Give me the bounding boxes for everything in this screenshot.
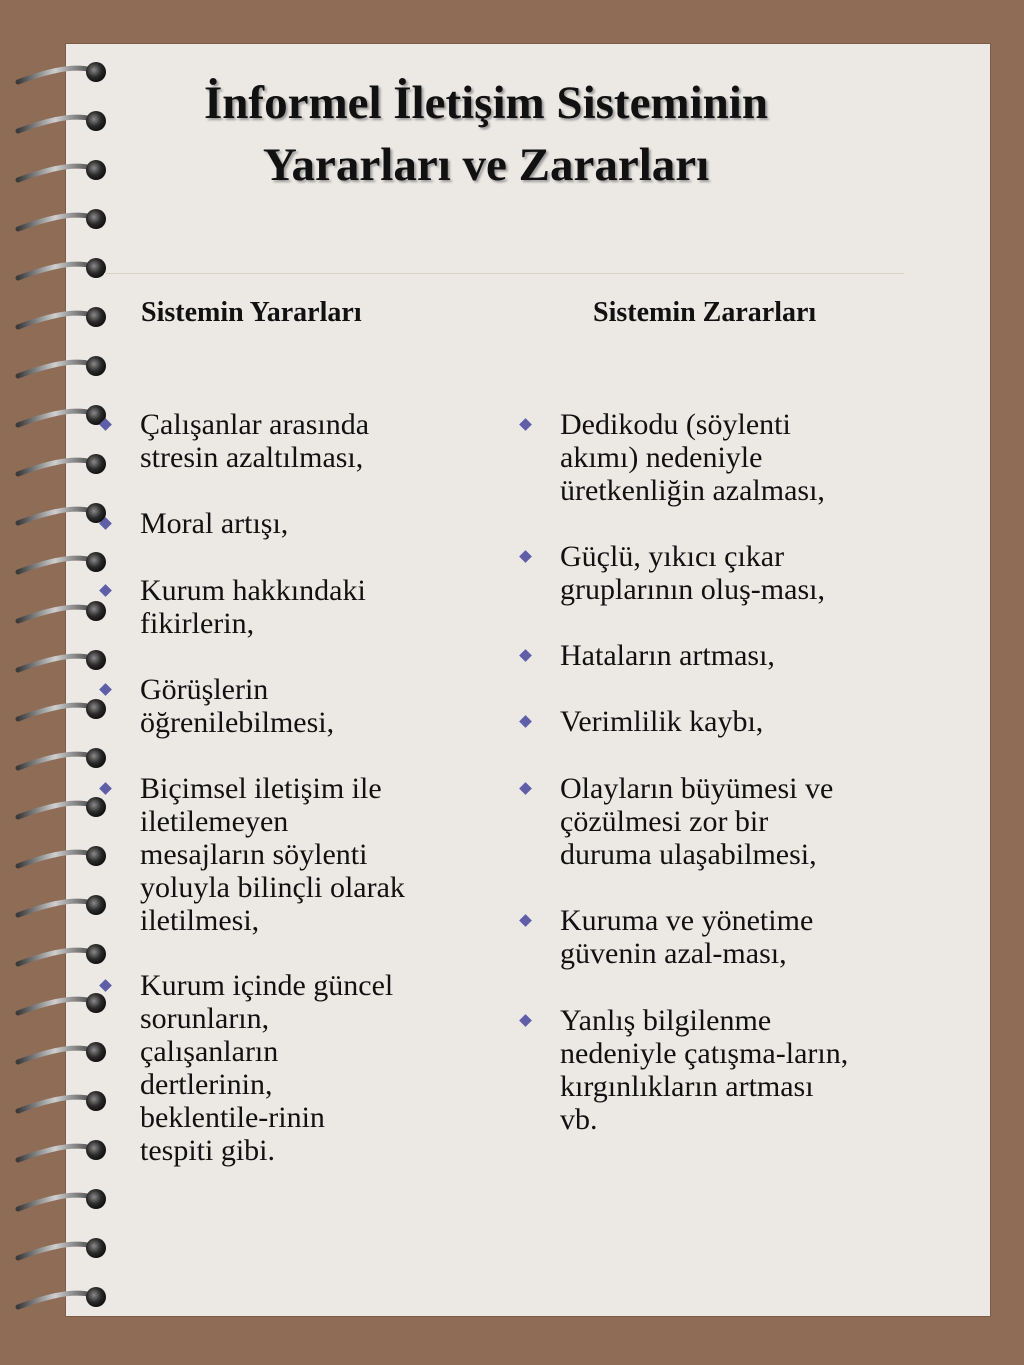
list-item-line: Olayların büyümesi ve <box>560 772 834 805</box>
binding-hole <box>86 258 106 278</box>
binding-hole <box>86 699 106 719</box>
harms-column <box>560 293 900 1136</box>
harms-heading: Sistemin Zararları <box>593 297 817 328</box>
binding-hole <box>86 601 106 621</box>
binding-hole <box>86 356 106 376</box>
spiral-wire <box>18 1293 92 1307</box>
list-item-line: mesajların söylenti <box>140 838 368 871</box>
list-item-line: Moral artışı, <box>140 507 289 540</box>
list-item-line: gruplarının oluş-ması, <box>560 573 825 606</box>
binding-hole <box>86 797 106 817</box>
list-item <box>140 673 450 739</box>
list-item <box>140 507 450 540</box>
list-item-line: Kuruma ve yönetime <box>560 904 814 937</box>
spiral-wire <box>18 1048 92 1062</box>
spiral-wire <box>18 68 92 82</box>
spiral-wire <box>18 509 92 523</box>
spiral-wire <box>18 754 92 768</box>
list-item <box>560 540 900 606</box>
spiral-wire <box>18 705 92 719</box>
binding-hole <box>86 650 106 670</box>
list-item-line: duruma ulaşabilmesi, <box>560 838 817 871</box>
list-item-line: öğrenilebilmesi, <box>140 706 335 739</box>
list-item-line: Verimlilik kaybı, <box>560 705 764 738</box>
binding-hole <box>86 1287 106 1307</box>
list-item-line: çalışanların <box>140 1035 279 1068</box>
benefits-column <box>140 293 450 1167</box>
binding-hole <box>86 1189 106 1209</box>
list-item-line: dertlerinin, <box>140 1068 273 1101</box>
list-item-line: beklentile-rinin <box>140 1101 325 1134</box>
list-item-line: vb. <box>560 1103 598 1136</box>
list-item-line: akımı) nedeniyle <box>560 441 763 474</box>
spiral-wire <box>18 313 92 327</box>
spiral-wire <box>18 950 92 964</box>
binding-hole <box>86 748 106 768</box>
list-item <box>140 772 450 937</box>
list-item-line: Kurum içinde güncel <box>140 969 394 1002</box>
benefits-heading: Sistemin Yararları <box>141 297 362 328</box>
binding-hole <box>86 1042 106 1062</box>
list-item-line: iletilmesi, <box>140 904 260 937</box>
binding-hole <box>86 209 106 229</box>
list-item-line: Görüşlerin <box>140 673 269 706</box>
binding-hole <box>86 1238 106 1258</box>
list-item-line: Hataların artması, <box>560 639 775 672</box>
binding-hole <box>86 944 106 964</box>
list-item-line: üretkenliğin azalması, <box>560 474 825 507</box>
spiral-wire <box>18 901 92 915</box>
list-item-line: nedeniyle çatışma-ların, <box>560 1037 849 1070</box>
list-item-line: Biçimsel iletişim ile <box>140 772 382 805</box>
list-item <box>560 639 900 672</box>
list-item <box>560 1004 900 1136</box>
spiral-wire <box>18 1097 92 1111</box>
spiral-wire <box>18 362 92 376</box>
list-item <box>140 969 450 1167</box>
list-item-line: yoluyla bilinçli olarak <box>140 871 405 904</box>
spiral-wire <box>18 803 92 817</box>
spiral-wire <box>18 460 92 474</box>
spiral-wire <box>18 1146 92 1160</box>
binding-hole <box>86 307 106 327</box>
list-item-line: Güçlü, yıkıcı çıkar <box>560 540 785 573</box>
binding-hole <box>86 1140 106 1160</box>
spiral-wire <box>18 215 92 229</box>
list-item-line: stresin azaltılması, <box>140 441 364 474</box>
list-item-line: Yanlış bilgilenme <box>560 1004 772 1037</box>
binding-hole <box>86 993 106 1013</box>
spiral-wire <box>18 558 92 572</box>
binding-hole <box>86 1091 106 1111</box>
binding-hole <box>86 454 106 474</box>
list-item-line: tespiti gibi. <box>140 1134 275 1167</box>
list-item <box>140 408 450 474</box>
spiral-binding <box>0 44 120 1324</box>
spiral-wire <box>18 117 92 131</box>
list-item-line: sorunların, <box>140 1002 270 1035</box>
list-item-line: güvenin azal-ması, <box>560 937 787 970</box>
title-line-1: İnformel İletişim Sisteminin <box>204 77 768 129</box>
spiral-wire <box>18 852 92 866</box>
spiral-wire <box>18 607 92 621</box>
list-item <box>140 574 450 640</box>
list-item-line: kırgınlıkların artması <box>560 1070 814 1103</box>
spiral-wire <box>18 264 92 278</box>
list-item <box>560 772 900 871</box>
page-title <box>96 72 876 196</box>
spiral-wire <box>18 1244 92 1258</box>
divider <box>104 273 904 274</box>
list-item-line: Dedikodu (söylenti <box>560 408 791 441</box>
list-item-line: Çalışanlar arasında <box>140 408 370 441</box>
spiral-wire <box>18 166 92 180</box>
spiral-wire <box>18 1195 92 1209</box>
title-line-2: Yararları ve Zararları <box>262 139 710 191</box>
list-item <box>560 408 900 507</box>
list-item-line: çözülmesi zor bir <box>560 805 769 838</box>
list-item <box>560 705 900 738</box>
spiral-wire <box>18 656 92 670</box>
binding-hole <box>86 552 106 572</box>
list-item-line: iletilemeyen <box>140 805 289 838</box>
list-item-line: Kurum hakkındaki <box>140 574 366 607</box>
binding-hole <box>86 846 106 866</box>
binding-hole <box>86 895 106 915</box>
list-item <box>560 904 900 970</box>
spiral-wire <box>18 999 92 1013</box>
spiral-wire <box>18 411 92 425</box>
list-item-line: fikirlerin, <box>140 607 255 640</box>
